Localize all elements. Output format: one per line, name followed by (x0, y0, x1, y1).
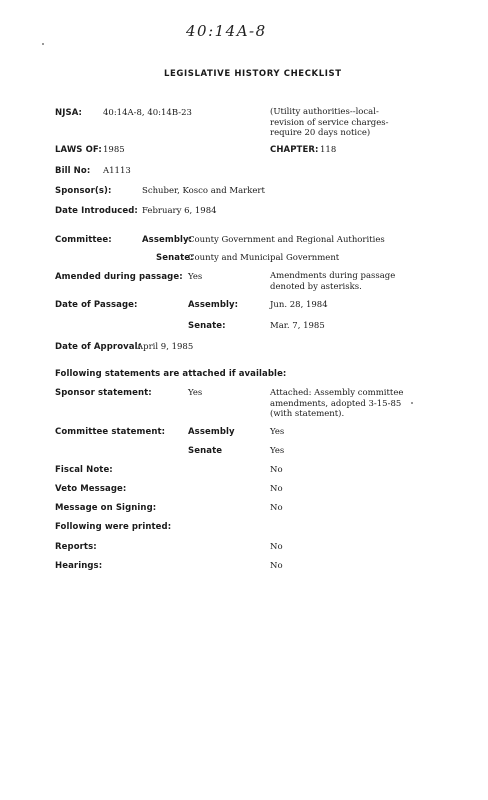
njsa-description: (Utility authorities--local- revision of service charges- require 20 days notice) (270, 107, 389, 138)
handwritten-note: 40:14A-8 (186, 22, 267, 40)
fiscal-note-value: No (270, 465, 283, 475)
njsa-value: 40:14A-8, 40:14B-23 (103, 108, 192, 118)
date-of-passage-label: Date of Passage: (55, 300, 138, 310)
fiscal-note-label: Fiscal Note: (55, 465, 113, 475)
date-introduced-value: February 6, 1984 (142, 206, 217, 216)
veto-message-value: No (270, 484, 283, 494)
passage-assembly-value: Jun. 28, 1984 (270, 300, 328, 310)
date-of-approval-value: April 9, 1985 (137, 342, 194, 352)
committee-statement-senate-value: Yes (270, 446, 285, 456)
passage-assembly-label: Assembly: (188, 300, 239, 310)
hearings-label: Hearings: (55, 561, 103, 571)
amended-value: Yes (188, 272, 203, 282)
committee-label: Committee: (55, 235, 112, 245)
sponsors-label: Sponsor(s): (55, 186, 112, 196)
sponsors-value: Schuber, Kosco and Markert (142, 186, 265, 196)
passage-senate-label: Senate: (188, 321, 226, 331)
committee-assembly-value: County Government and Regional Authorities (188, 235, 385, 245)
njsa-label: NJSA: (55, 108, 83, 118)
chapter-value: 118 (320, 145, 337, 155)
reports-label: Reports: (55, 542, 97, 552)
committee-statement-label: Committee statement: (55, 427, 166, 437)
committee-statement-senate-label: Senate (188, 446, 223, 456)
printed-heading: Following were printed: (55, 522, 172, 532)
scan-speck (42, 43, 44, 45)
bill-no-label: Bill No: (55, 166, 91, 176)
laws-of-value: 1985 (103, 145, 125, 155)
amended-label: Amended during passage: (55, 272, 183, 282)
hearings-value: No (270, 561, 283, 571)
committee-senate-label: Senate: (156, 253, 194, 263)
amended-note: Amendments during passage denoted by asterisks. (270, 271, 396, 292)
message-on-signing-value: No (270, 503, 283, 513)
laws-of-label: LAWS OF: (55, 145, 102, 155)
message-on-signing-label: Message on Signing: (55, 503, 157, 513)
date-of-approval-label: Date of Approval: (55, 342, 142, 352)
committee-senate-value: County and Municipal Government (188, 253, 340, 263)
date-introduced-label: Date Introduced: (55, 206, 138, 216)
committee-statement-assembly-label: Assembly (188, 427, 235, 437)
committee-assembly-label: Assembly: (142, 235, 193, 245)
reports-value: No (270, 542, 283, 552)
chapter-label: CHAPTER: (270, 145, 319, 155)
committee-statement-assembly-value: Yes (270, 427, 285, 437)
page-title: LEGISLATIVE HISTORY CHECKLIST (164, 69, 342, 79)
sponsor-statement-value: Yes (188, 388, 203, 398)
scan-speck (411, 402, 413, 404)
sponsor-statement-note: Attached: Assembly committee amendments, adopted 3-15-85 (with statement). (270, 388, 404, 419)
veto-message-label: Veto Message: (55, 484, 127, 494)
passage-senate-value: Mar. 7, 1985 (270, 321, 325, 331)
bill-no-value: A1113 (103, 166, 131, 176)
sponsor-statement-label: Sponsor statement: (55, 388, 152, 398)
statements-heading: Following statements are attached if available: (55, 369, 287, 379)
